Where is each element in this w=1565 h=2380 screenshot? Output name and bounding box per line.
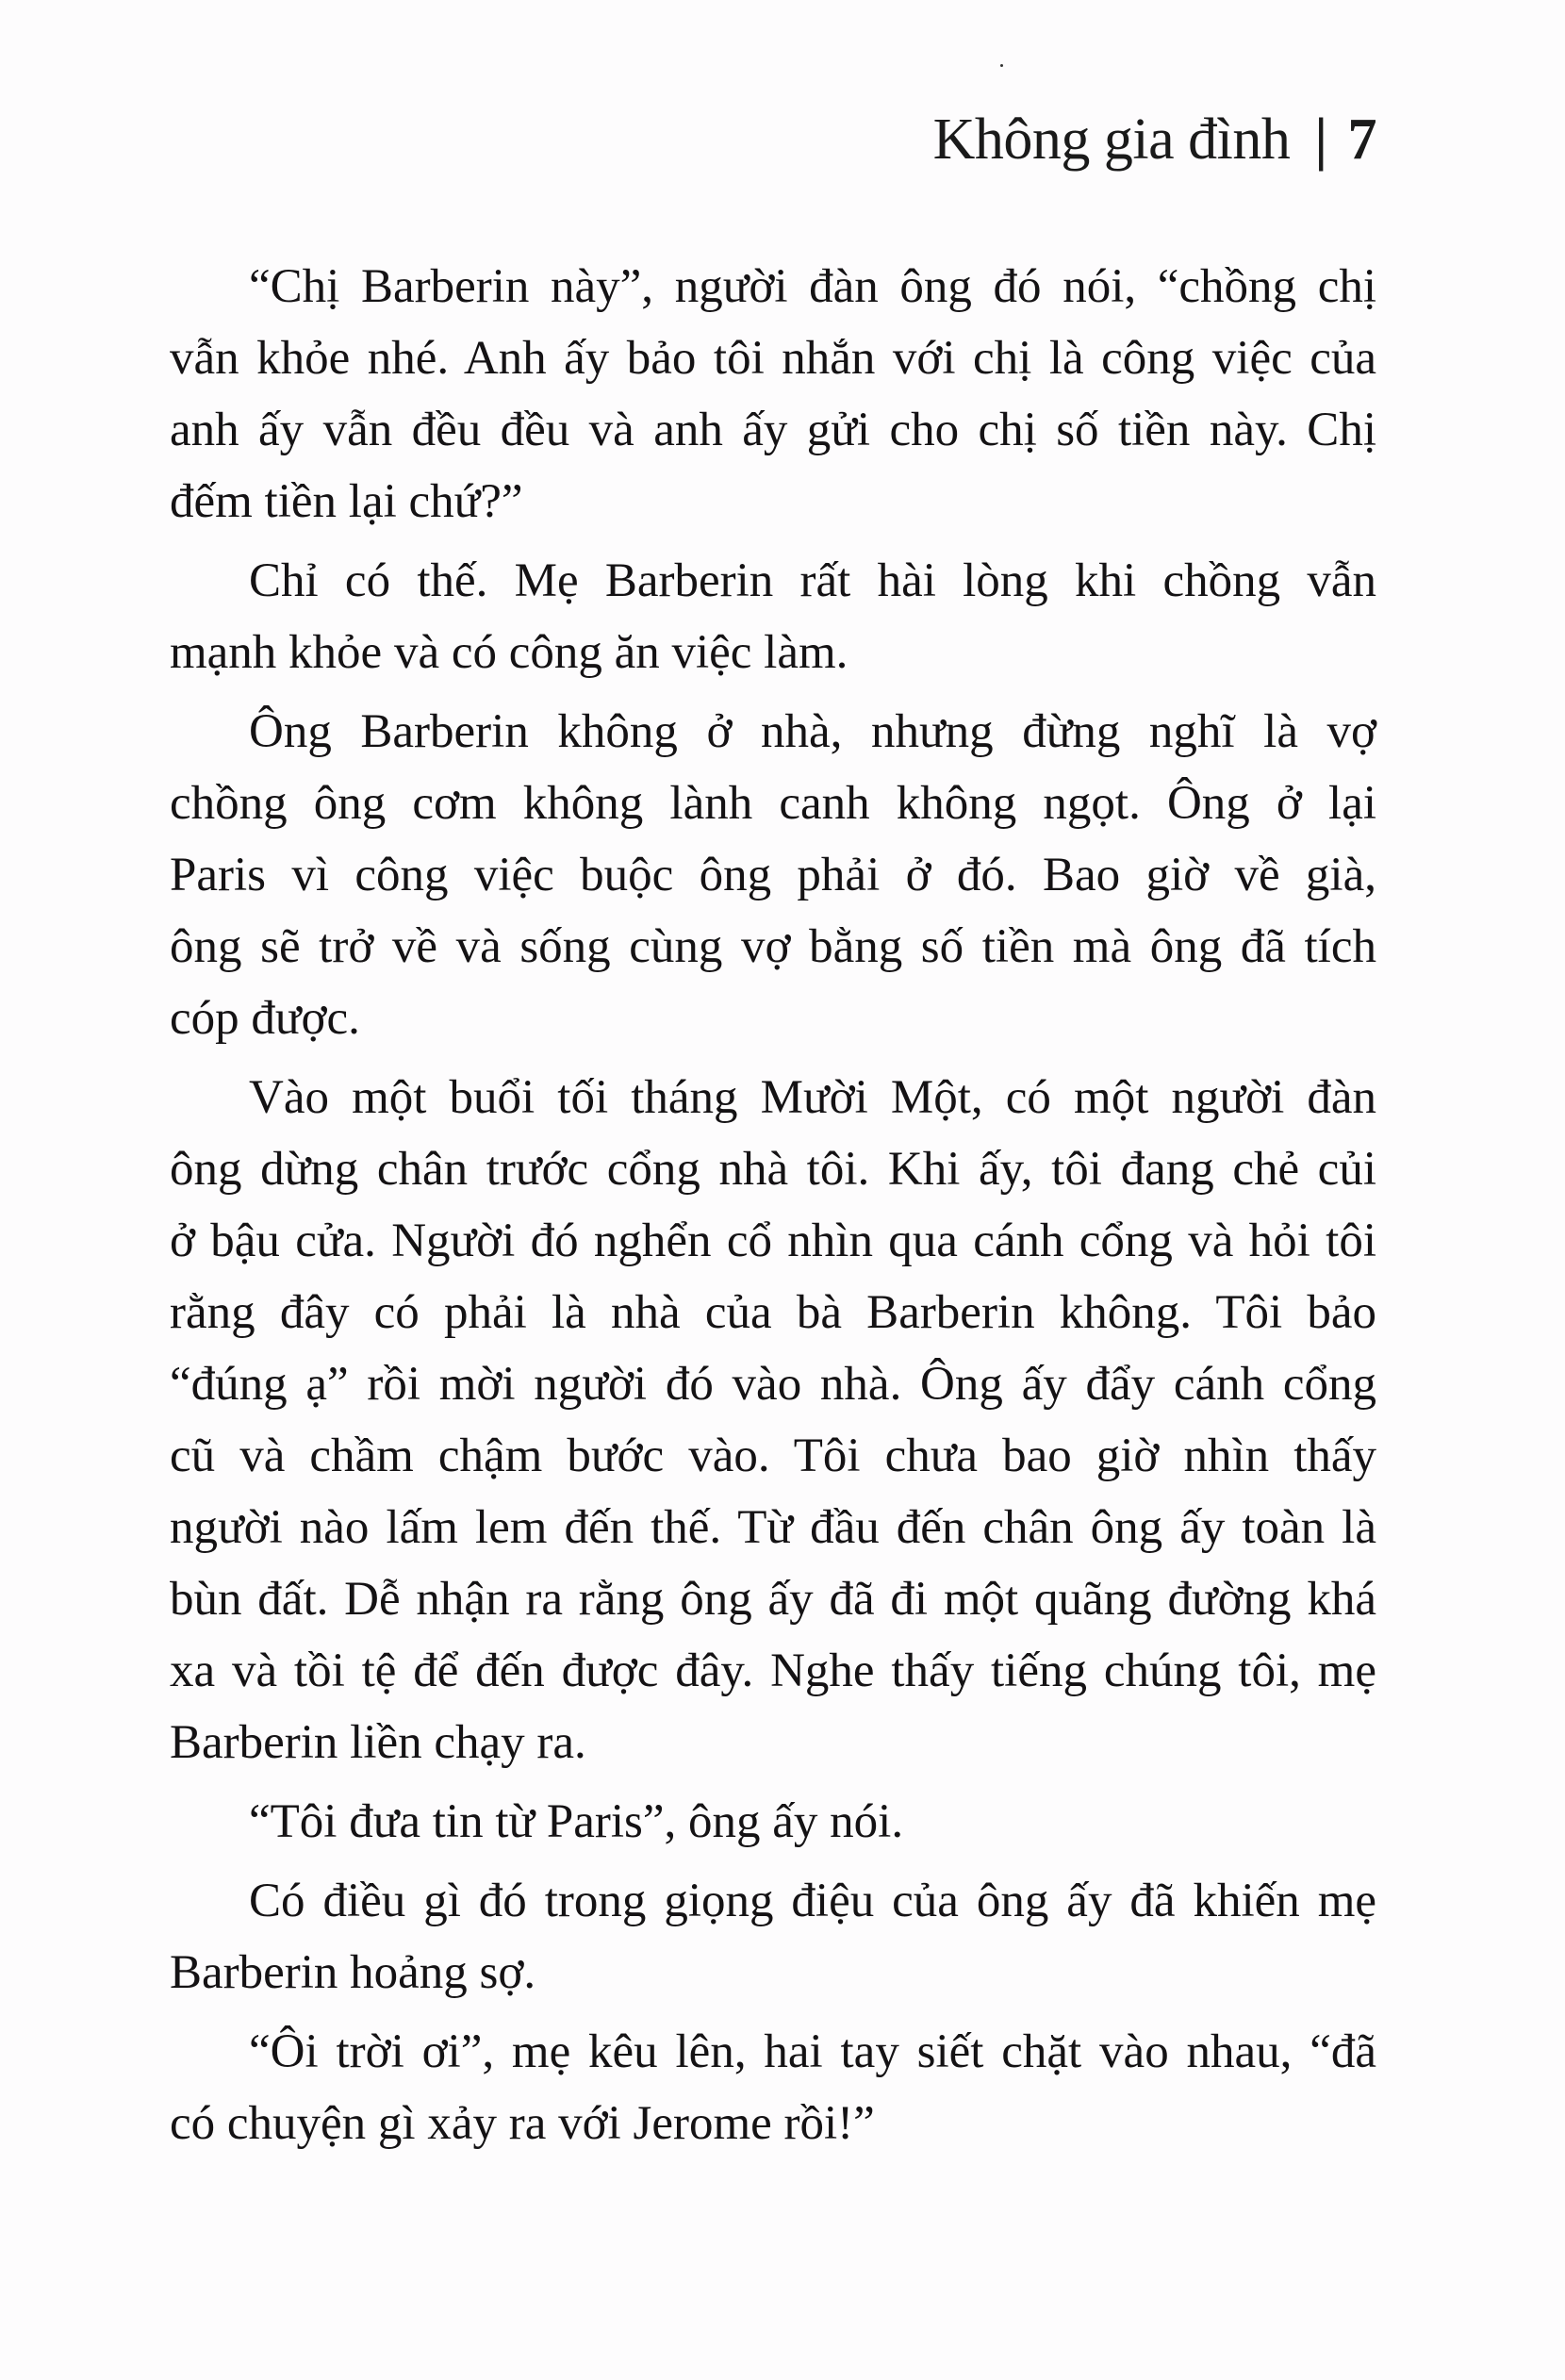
text-line: người nào lấm lem đến thế. Từ đầu đến chân ông ấy toàn là: [170, 1501, 1376, 1554]
paragraph: [170, 1865, 1376, 2008]
paragraph: [170, 2016, 1376, 2159]
text-line: có chuyện gì xảy ra với Jerome rồi!”: [170, 2097, 875, 2150]
text-line: ông dừng chân trước cổng nhà tôi. Khi ấy, tôi đang chẻ củi: [170, 1143, 1376, 1196]
text-line: rằng đây có phải là nhà của bà Barberin không. Tôi bảo: [170, 1286, 1376, 1339]
text-line: Barberin hoảng sợ.: [170, 1946, 536, 1999]
text-line: ở bậu cửa. Người đó nghển cổ nhìn qua cánh cổng và hỏi tôi: [170, 1215, 1376, 1267]
text-line: đếm tiền lại chứ?”: [170, 475, 523, 528]
text-line: Chỉ có thế. Mẹ Barberin rất hài lòng khi chồng vẫn: [249, 554, 1376, 607]
text-line: bùn đất. Dễ nhận ra rằng ông ấy đã đi một quãng đường khá: [170, 1573, 1376, 1626]
text-line: chồng ông cơm không lành canh không ngọt. Ông ở lại: [170, 777, 1376, 830]
text-line: Có điều gì đó trong giọng điệu của ông ấy đã khiến mẹ: [249, 1875, 1376, 1927]
text-line: cũ và chầm chậm bước vào. Tôi chưa bao giờ nhìn thấy: [170, 1430, 1376, 1482]
text-line: xa và tồi tệ để đến được đây. Nghe thấy tiếng chúng tôi, mẹ: [170, 1645, 1376, 1697]
text-line: “Ôi trời ơi”, mẹ kêu lên, hai tay siết chặt vào nhau, “đã: [249, 2025, 1376, 2078]
header-separator: |: [1314, 107, 1327, 172]
text-line: “Chị Barberin này”, người đàn ông đó nói, “chồng chị: [249, 260, 1376, 313]
text-line: cóp được.: [170, 992, 360, 1045]
book-title: Không gia đình: [932, 107, 1291, 172]
text-line: mạnh khỏe và có công ăn việc làm.: [170, 626, 848, 679]
page-number: 7: [1347, 107, 1376, 172]
text-line: ông sẽ trở về và sống cùng vợ bằng số tiền mà ông đã tích: [170, 920, 1376, 973]
text-line: Ông Barberin không ở nhà, nhưng đừng nghĩ là vợ: [249, 705, 1376, 758]
paragraph: [170, 545, 1376, 688]
text-line: vẫn khỏe nhé. Anh ấy bảo tôi nhắn với chị là công việc của: [170, 332, 1376, 385]
running-header: [0, 102, 1376, 177]
text-line: Vào một buổi tối tháng Mười Một, có một người đàn: [249, 1071, 1376, 1124]
page-body: [170, 251, 1376, 2167]
paragraph: [170, 1786, 1376, 1858]
print-speck: [1000, 64, 1003, 67]
text-line: “Tôi đưa tin từ Paris”, ông ấy nói.: [249, 1795, 904, 1848]
text-line: “đúng ạ” rồi mời người đó vào nhà. Ông ấy đẩy cánh cổng: [170, 1358, 1376, 1411]
text-line: anh ấy vẫn đều đều và anh ấy gửi cho chị số tiền này. Chị: [170, 404, 1376, 456]
text-line: Paris vì công việc buộc ông phải ở đó. Bao giờ về già,: [170, 849, 1376, 901]
paragraph: [170, 1062, 1376, 1778]
paragraph: [170, 251, 1376, 537]
text-line: Barberin liền chạy ra.: [170, 1716, 586, 1769]
paragraph: [170, 696, 1376, 1054]
